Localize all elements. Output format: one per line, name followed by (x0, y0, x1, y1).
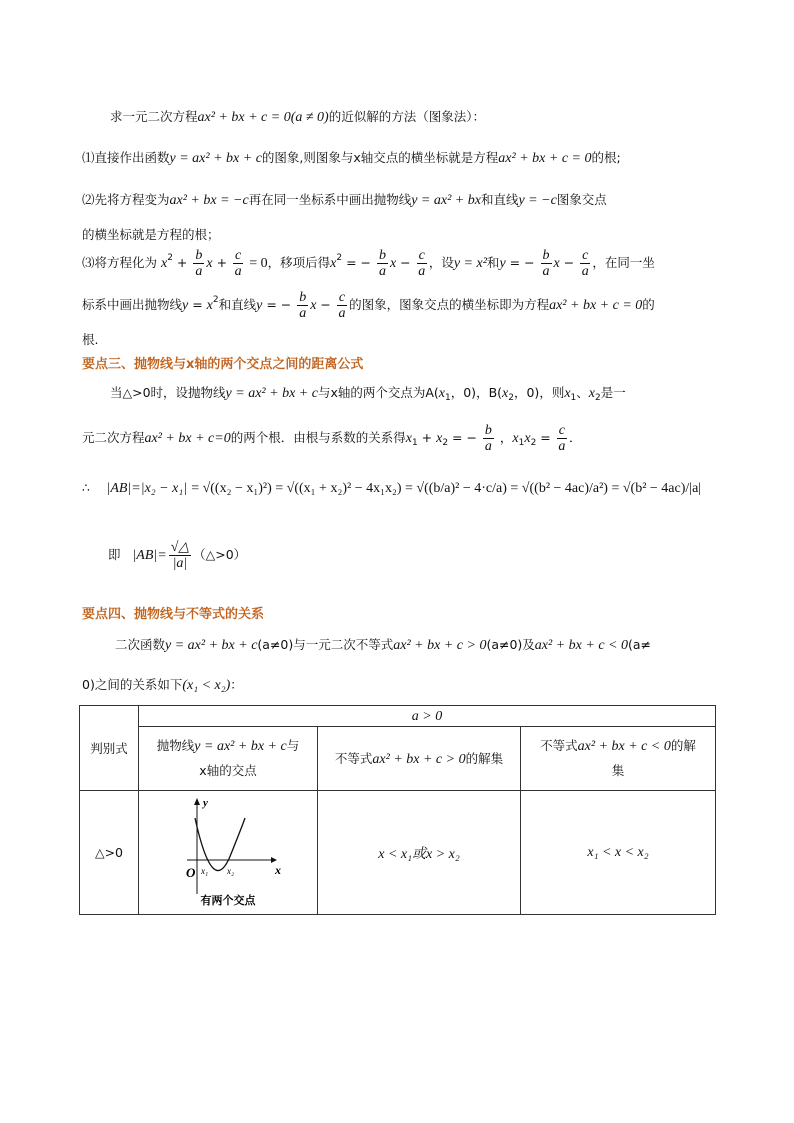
s4-text-g: (a≠ (627, 637, 651, 652)
col1-post: 与 (286, 738, 300, 753)
delta-condition: （△>0） (193, 547, 247, 562)
distance-result (108, 540, 246, 571)
method-3-text-5: 标系中画出抛物线 (82, 297, 183, 312)
col1-pre: 抛物线 (156, 738, 195, 753)
graph-x1-label: x₁ (201, 865, 209, 876)
s3-parabola: y = ax² + bx + c (225, 386, 318, 401)
therefore-symbol: ∴ (82, 480, 90, 495)
fraction-b-a-4: $\frac{b}{a}$ (299, 290, 307, 321)
method-2-text-4: 的横坐标就是方程的根； (82, 227, 220, 242)
method-1-text: 的图象,则图象与x轴交点的横坐标就是方程 (261, 150, 499, 165)
col3-eq: ax² + bx + c < 0 (577, 739, 671, 754)
s4-text-e: (a≠0)及 (486, 637, 535, 652)
fraction-b-a-3: $\frac{b}{a}$ (542, 248, 550, 279)
col3-pre: 不等式 (540, 738, 578, 753)
parabola-graph (173, 794, 283, 912)
header-agt0 (139, 706, 716, 727)
s4-function: y = ax² + bx + c (165, 638, 258, 653)
col2-pre: 不等式 (334, 751, 373, 766)
header-agt0-text: a > 0 (411, 708, 443, 724)
s3-text-c: 与x轴的两个交点为A( (317, 385, 439, 400)
section-3-title: 要点三、抛物线与x轴的两个交点之间的距离公式 (82, 357, 364, 372)
graph-origin-label: O (186, 864, 196, 880)
row1-lt-solution (521, 791, 716, 915)
method-3-line-3 (82, 330, 98, 350)
method-3-text-7: 的图象，图象交点的横坐标即为方程 (349, 297, 550, 312)
header-col-2 (318, 727, 521, 791)
intro-equation: ax² + bx + c = 0(a ≠ 0) (197, 110, 329, 125)
method-1-end: 的根; (591, 150, 621, 165)
method-3-eq-1: y = x² (453, 256, 487, 271)
vieta-product-fraction: $\frac{c}{a}$ (558, 423, 566, 454)
s4-text-c: (a≠0)与一元二次不等式 (257, 637, 394, 652)
intro-text: 求一元二次方程 (110, 109, 198, 124)
method-3-text-9: 根. (82, 332, 99, 347)
method-3-eq-2: ax² + bx + c = 0 (549, 298, 643, 313)
method-3-line-2: 标系中画出抛物线$y = x^2$和直线y = − $\frac{b}{a}$ x − $\frac{c}{a}$ 的图象，图象交点的横坐标即为方程ax² + bx + c = 0的 (82, 290, 655, 321)
method-3-text-3: 和 (486, 255, 500, 270)
section-3-para-1: 当△>0时，设抛物线y = ax² + bx + c与x轴的两个交点为$A(x_1$，0)，$B(x_2$，0)，则$x_1$、$x_2$是一 (110, 385, 626, 403)
vieta-sum-fraction: $\frac{b}{a}$ (484, 423, 492, 454)
s3-equation: ax² + bx + c=0 (144, 431, 231, 446)
graph-x-label: x (275, 862, 281, 877)
distance-lhs: |AB|=|x₂ − x₁| (106, 481, 188, 496)
row1-gt-text: x < x₁或x > x₂ (378, 846, 460, 862)
method-3-text-2: ，设 (428, 255, 454, 270)
fraction-c-a: $\frac{c}{a}$ (234, 248, 242, 279)
method-1-equation: ax² + bx + c = 0 (498, 151, 592, 166)
section-4-title: 要点四、抛物线与不等式的关系 (82, 607, 265, 622)
intro-line (110, 107, 485, 128)
method-1-number: ⑴直接作出函数 (82, 150, 170, 165)
s4-ineq-gt: ax² + bx + c > 0 (393, 638, 487, 653)
fraction-b-a: $\frac{b}{a}$ (195, 248, 203, 279)
y-axis-arrow (194, 798, 200, 805)
s3-text-2c: 的两个根．由根与系数的关系得 (230, 430, 406, 445)
row1-lt-text: x₁ < x < x₂ (587, 845, 649, 860)
row1-gt-solution (318, 791, 521, 915)
col2-eq: ax² + bx + c > 0 (372, 752, 466, 767)
s3-text-d: ，0)，B( (450, 385, 503, 400)
s4-text-a: 二次函数 (115, 637, 166, 652)
header-disc: 判别式 (80, 706, 139, 791)
method-3-text-4: ，在同一坐 (592, 255, 655, 270)
method-2-eq-3: y = −c (518, 193, 557, 208)
s4-order: (x₁ < x₂) (182, 678, 231, 693)
method-3: ⑶将方程化为 $x^2$ + $\frac{b}{a}$ x + $\frac{c}{a}$ = 0，移项后得$x^2$ = − $\frac{b}{a}$ x − $\frac{c}{a}$ ，设y = x²和y = − $\frac{b}{a}$ x − $\frac{c}{a}$ ，在同一坐 (82, 248, 655, 279)
method-3-text-6: 和直线 (218, 297, 257, 312)
delta-over-a-fraction: $\frac{√\triangle}{|a|}$ (170, 540, 190, 571)
s4-text-2a: 0)之间的关系如下 (82, 677, 183, 692)
col2-post: 的解集 (465, 751, 504, 766)
fraction-b-a-2: $\frac{b}{a}$ (378, 248, 386, 279)
intro-text-2: 的近似解的方法（图象法）： (328, 109, 485, 124)
fraction-c-a-2: $\frac{c}{a}$ (418, 248, 426, 279)
section-3-para-2: 元二次方程ax² + bx + c=0的两个根．由根与系数的关系得$x_1 + x_2$ = − $\frac{b}{a}$ ，$x_1x_2$ = $\frac{c}{a}$ ． (82, 423, 582, 454)
header-col-1 (139, 727, 318, 791)
fraction-c-a-4: $\frac{c}{a}$ (338, 290, 346, 321)
row1-disc: △>0 (80, 791, 139, 915)
col1-eq: y = ax² + bx + c (194, 739, 287, 754)
section-4-para-2 (82, 675, 243, 696)
method-1-function: y = ax² + bx + c (169, 151, 262, 166)
graph-y-label: y (203, 796, 208, 809)
distance-formula: ∴ |AB|=|x₂ − x₁| = √((x₂ − x₁)²) = √((x₁ + x₂)² − 4x₁x₂) = √((b/a)² − 4·c/a) = √((b² − 4ac)/a²) = √(b² − 4ac)/|a| (82, 480, 702, 496)
method-2-cont (82, 225, 220, 245)
row1-graph-cell (139, 791, 318, 915)
s3-text-f: 、 (576, 385, 589, 400)
section-4-para-1 (115, 635, 651, 656)
col3-post: 的解 (670, 738, 696, 753)
s3-text-e: ，0)，则 (513, 385, 565, 400)
method-2 (82, 190, 607, 211)
s4-ineq-lt: ax² + bx + c < 0 (534, 638, 628, 653)
method-2-number: ⑵先将方程变为 (82, 192, 170, 207)
graph-x2-label: x₂ (227, 865, 235, 876)
method-2-eq-2: y = ax² + bx (411, 193, 481, 208)
fraction-c-a-3: $\frac{c}{a}$ (581, 248, 589, 279)
s3-text-2a: 元二次方程 (82, 430, 145, 445)
s4-colon: ： (230, 677, 243, 692)
method-2-text-2: 和直线 (480, 192, 519, 207)
method-2-eq-1: ax² + bx = −c (169, 193, 249, 208)
distance-result-lhs: |AB|= (132, 548, 167, 563)
method-2-text-3: 图象交点 (556, 192, 607, 207)
method-3-number: ⑶将方程化为 (82, 255, 158, 270)
method-3-text-1: ，移项后得 (267, 255, 331, 270)
method-2-text-1: 再在同一坐标系中画出抛物线 (248, 192, 412, 207)
parabola-curve (195, 818, 245, 871)
col3-line2: 集 (611, 763, 625, 778)
s3-text-g: 是一 (600, 385, 626, 400)
method-1 (82, 148, 621, 169)
relation-table (79, 705, 716, 915)
s3-text-a: 当△>0时，设抛物线 (110, 385, 226, 400)
col1-line2: x轴的交点 (199, 763, 257, 778)
graph-caption: 有两个交点 (200, 893, 256, 907)
ji-label: 即 (108, 547, 121, 562)
header-col-3 (521, 727, 716, 791)
method-3-text-8: 的 (642, 297, 655, 312)
